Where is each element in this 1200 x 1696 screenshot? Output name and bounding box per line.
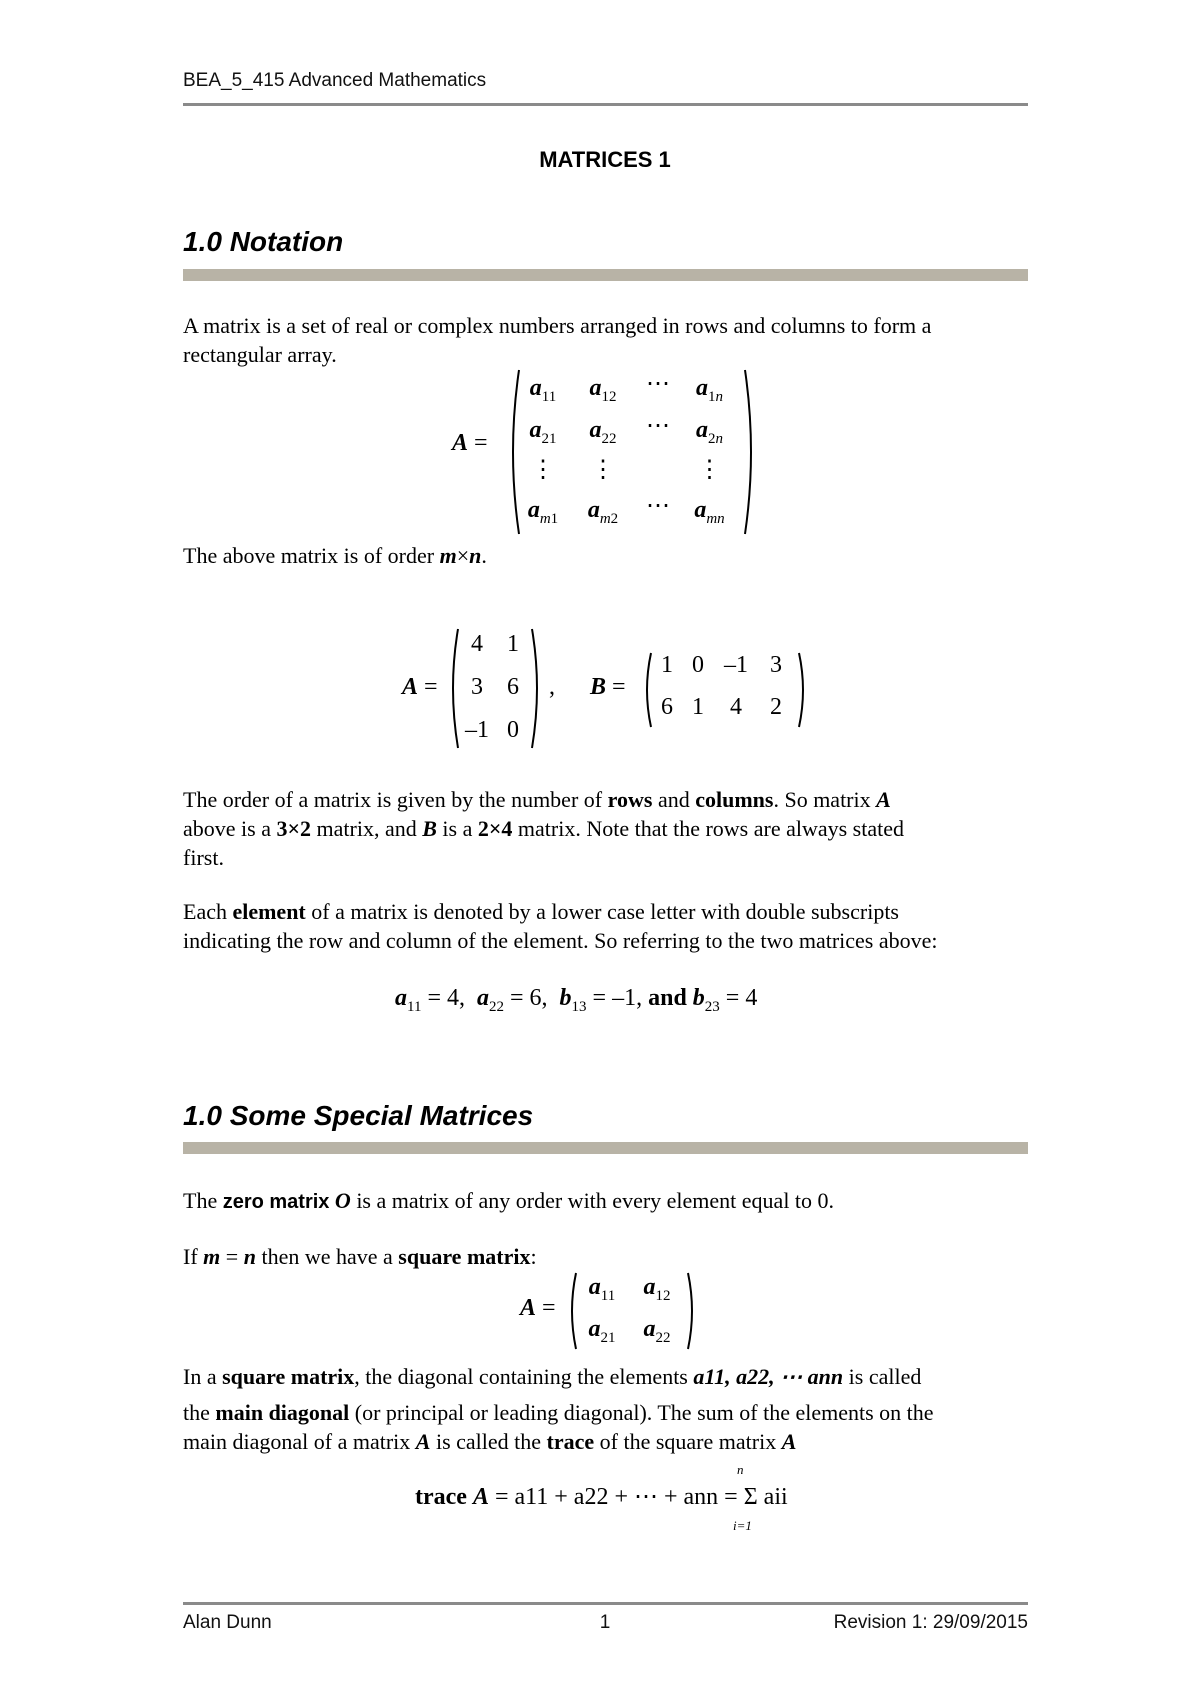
matrix-entry: $a_{mn}$ (694, 497, 725, 527)
matrix-entry: $a_{12}$ (643, 1274, 671, 1304)
intro-line: rectangular array. (183, 342, 337, 367)
page-number: 1 (599, 1612, 611, 1633)
right-paren (796, 650, 810, 730)
matrix-separator: , (549, 674, 555, 700)
matrix-entry: ⋯ (646, 371, 670, 397)
running-header: BEA_5_415 Advanced Mathematics (183, 70, 487, 91)
matrix-entry: $a_{12}$ (589, 375, 617, 405)
general-matrix (450, 367, 770, 537)
matrix-entry: 3 (770, 652, 782, 678)
page-title: MATRICES 1 (539, 147, 671, 172)
section-rule (183, 1142, 1028, 1154)
matrix-entry: –1 (465, 717, 489, 743)
main-diagonal-paragraph: In a square matrix, the diagonal containing the elements a11, a22, ⋯ ann is called the main diagonal (or principal or leading diagonal). The sum of the elements on the main diagonal of a matrix A is called the trace of the square matrix A (183, 1364, 934, 1454)
order-sentence: The above matrix is of order m×n. (183, 543, 487, 568)
matrix-entry: $a_{1n}$ (696, 375, 723, 405)
matrix-entry: 4 (471, 631, 483, 657)
matrix-entry: –1 (724, 652, 748, 678)
element-paragraph: Each element of a matrix is denoted by a lower case letter with double subscripts indicating the row and column of the element. So referring to the two matrices above: (183, 899, 938, 953)
matrix-lhs: A = (452, 430, 488, 456)
matrix-entry: 1 (661, 652, 673, 678)
order-paragraph: The order of a matrix is given by the number of rows and columns. So matrix A above is a 3×2 matrix, and B is a 2×4 matrix. Note that the rows are always stated first. (183, 787, 905, 870)
matrix-entry: $a_{11}$ (588, 1274, 616, 1304)
sum-upper-limit: n (737, 1462, 744, 1477)
right-paren (529, 626, 545, 751)
matrix-lhs: A = (520, 1295, 556, 1321)
section-heading-special-matrices: 1.0 Some Special Matrices (183, 1100, 534, 1131)
section-rule (183, 269, 1028, 281)
matrix-entry: 2 (770, 694, 782, 720)
square-matrix (515, 1270, 705, 1352)
example-matrix-A (395, 626, 555, 751)
header-rule (183, 103, 1028, 106)
footer-author: Alan Dunn (183, 1612, 272, 1633)
matrix-entry: ⋯ (646, 413, 670, 439)
matrix-entry: 3 (471, 674, 483, 700)
matrix-entry: 1 (507, 631, 519, 657)
matrix-entry: 0 (507, 717, 519, 743)
matrix-entry: 6 (661, 694, 673, 720)
matrix-entry: ⋮ (531, 457, 555, 483)
intro-paragraph (183, 311, 1043, 369)
right-paren (685, 1270, 699, 1352)
intro-line: A matrix is a set of real or complex numbers arranged in rows and columns to form a (183, 313, 932, 338)
matrix-entry: ⋮ (591, 457, 615, 483)
example-matrix-B (590, 650, 820, 730)
right-paren (742, 367, 760, 537)
matrix-entry: 0 (692, 652, 704, 678)
matrix-entry: $a_{22}$ (589, 417, 617, 447)
matrix-entry: $a_{2n}$ (696, 417, 723, 447)
matrix-entry: 1 (692, 694, 704, 720)
element-equation: $a_{11} = 4$, $a_{22} = 6$, $b_{13} = -1$, and $b_{23} = 4$ (395, 985, 758, 1015)
sum-lower-limit: i=1 (733, 1518, 752, 1533)
matrix-entry: ⋯ (646, 493, 670, 519)
footer-revision: Revision 1: 29/09/2015 (833, 1612, 1028, 1633)
matrix-entry: $a_{21}$ (588, 1316, 616, 1346)
matrix-entry: 4 (730, 694, 742, 720)
matrix-entry: 6 (507, 674, 519, 700)
matrix-entry: ⋮ (697, 457, 722, 483)
matrix-entry: $a_{m2}$ (587, 497, 619, 527)
matrix-entry: $a_{m1}$ (527, 497, 559, 527)
matrix-entry: $a_{22}$ (643, 1316, 671, 1346)
matrix-lhs: B = (590, 674, 626, 700)
square-matrix-sentence: If m = n then we have a square matrix: (183, 1244, 537, 1269)
matrix-entry: $a_{11}$ (529, 375, 557, 405)
section-heading-notation: 1.0 Notation (183, 226, 344, 257)
matrix-lhs: A = (402, 674, 438, 700)
trace-equation: trace A = a11 + a22 + ⋯ + ann = Σ aii (415, 1484, 788, 1510)
matrix-entry: $a_{21}$ (529, 417, 557, 447)
footer-rule (183, 1602, 1028, 1605)
zero-matrix-sentence: The zero matrix O is a matrix of any order with every element equal to 0. (183, 1188, 835, 1213)
